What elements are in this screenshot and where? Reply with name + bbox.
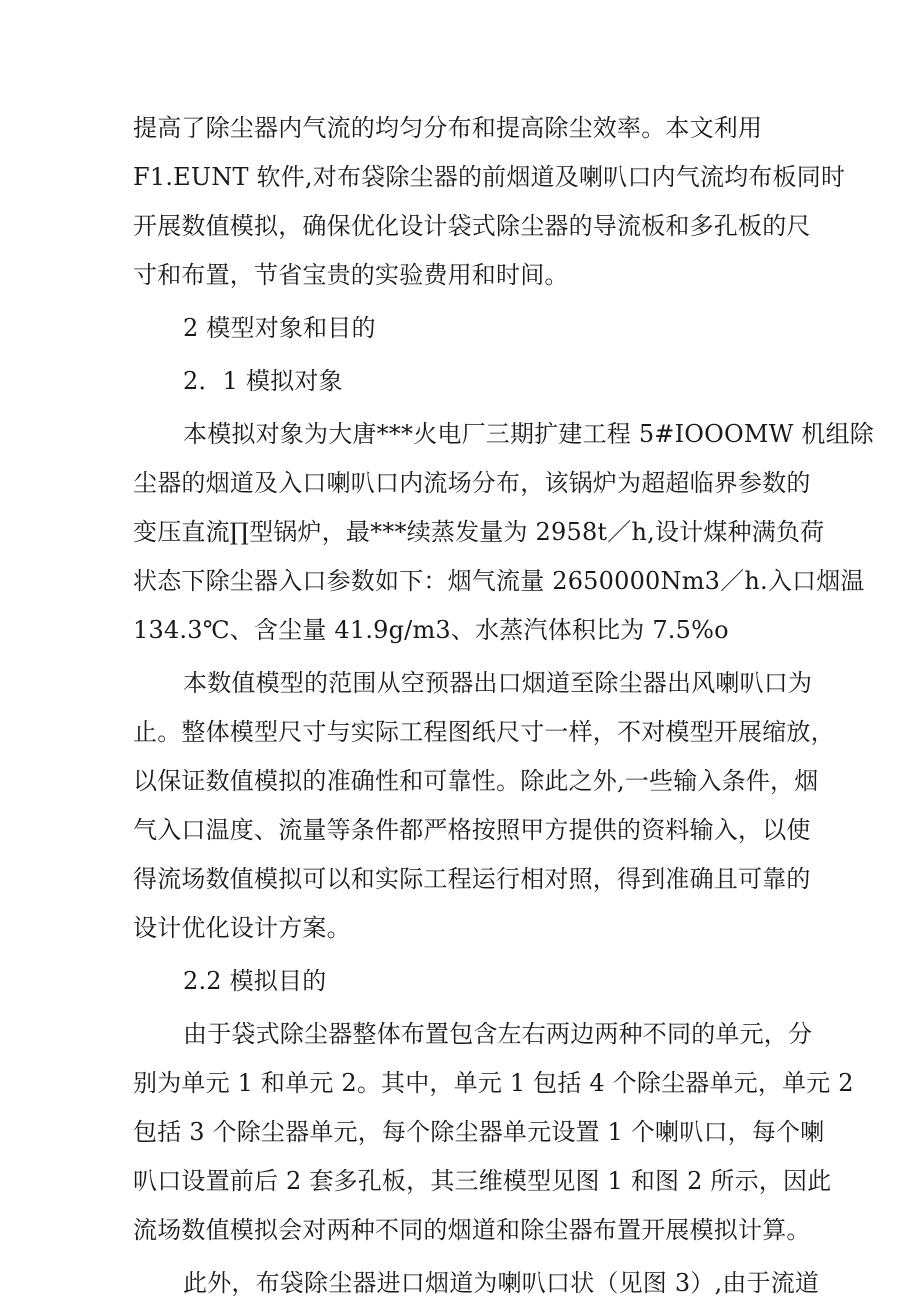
paragraph-3-line-4: 气入口温度、流量等条件都严格按照甲方提供的资料输入，以使 — [133, 816, 811, 844]
paragraph-5-line-1: 此外，布袋除尘器进口烟道为喇叭口状（见图 3）,由于流道 — [183, 1269, 820, 1297]
paragraph-3-line-5: 得流场数值模拟可以和实际工程运行相对照，得到准确且可靠的 — [133, 865, 811, 893]
paragraph-4-line-5: 流场数值模拟会对两种不同的烟道和除尘器布置开展模拟计算。 — [133, 1216, 811, 1244]
section-heading-2-2: 2.2 模拟目的 — [183, 967, 327, 995]
paragraph-4-line-4: 叭口设置前后 2 套多孔板，其三维模型见图 1 和图 2 所示，因此 — [133, 1167, 832, 1195]
paragraph-1-line-2: F1.EUNT 软件,对布袋除尘器的前烟道及喇叭口内气流均布板同时 — [133, 163, 846, 191]
paragraph-1-line-1: 提高了除尘器内气流的均匀分布和提高除尘效率。本文利用 — [133, 114, 763, 142]
section-heading-2-1: 2．1 模拟对象 — [183, 367, 343, 395]
paragraph-1-line-3: 开展数值模拟，确保优化设计袋式除尘器的导流板和多孔板的尺 — [133, 212, 811, 240]
paragraph-3-line-6: 设计优化设计方案。 — [133, 914, 351, 942]
paragraph-2-line-2: 尘器的烟道及入口喇叭口内流场分布，该锅炉为超超临界参数的 — [133, 469, 811, 497]
paragraph-3-line-3: 以保证数值模拟的准确性和可靠性。除此之外,一些输入条件，烟 — [133, 767, 819, 795]
section-heading-2: 2 模型对象和目的 — [183, 314, 376, 342]
paragraph-1-line-4: 寸和布置，节省宝贵的实验费用和时间。 — [133, 261, 569, 289]
paragraph-3-line-1: 本数值模型的范围从空预器出口烟道至除尘器出风喇叭口为 — [183, 669, 813, 697]
paragraph-3-line-2: 止。整体模型尺寸与实际工程图纸尺寸一样，不对模型开展缩放， — [133, 718, 835, 746]
paragraph-4-line-1: 由于袋式除尘器整体布置包含左右两边两种不同的单元，分 — [183, 1020, 813, 1048]
paragraph-4-line-2: 别为单元 1 和单元 2。其中，单元 1 包括 4 个除尘器单元，单元 2 — [133, 1069, 854, 1097]
paragraph-2-line-4: 状态下除尘器入口参数如下：烟气流量 2650000Nm3／h.入口烟温 — [133, 567, 865, 595]
paragraph-2-line-5: 134.3℃、含尘量 41.9g/m3、水蒸汽体积比为 7.5%o — [133, 616, 729, 644]
paragraph-2-line-1: 本模拟对象为大唐***火电厂三期扩建工程 5#IOOOMW 机组除 — [183, 420, 874, 448]
paragraph-4-line-3: 包括 3 个除尘器单元，每个除尘器单元设置 1 个喇叭口，每个喇 — [133, 1118, 825, 1146]
paragraph-2-line-3: 变压直流∏型锅炉，最***续蒸发量为 2958t／h,设计煤种满负荷 — [133, 518, 825, 546]
